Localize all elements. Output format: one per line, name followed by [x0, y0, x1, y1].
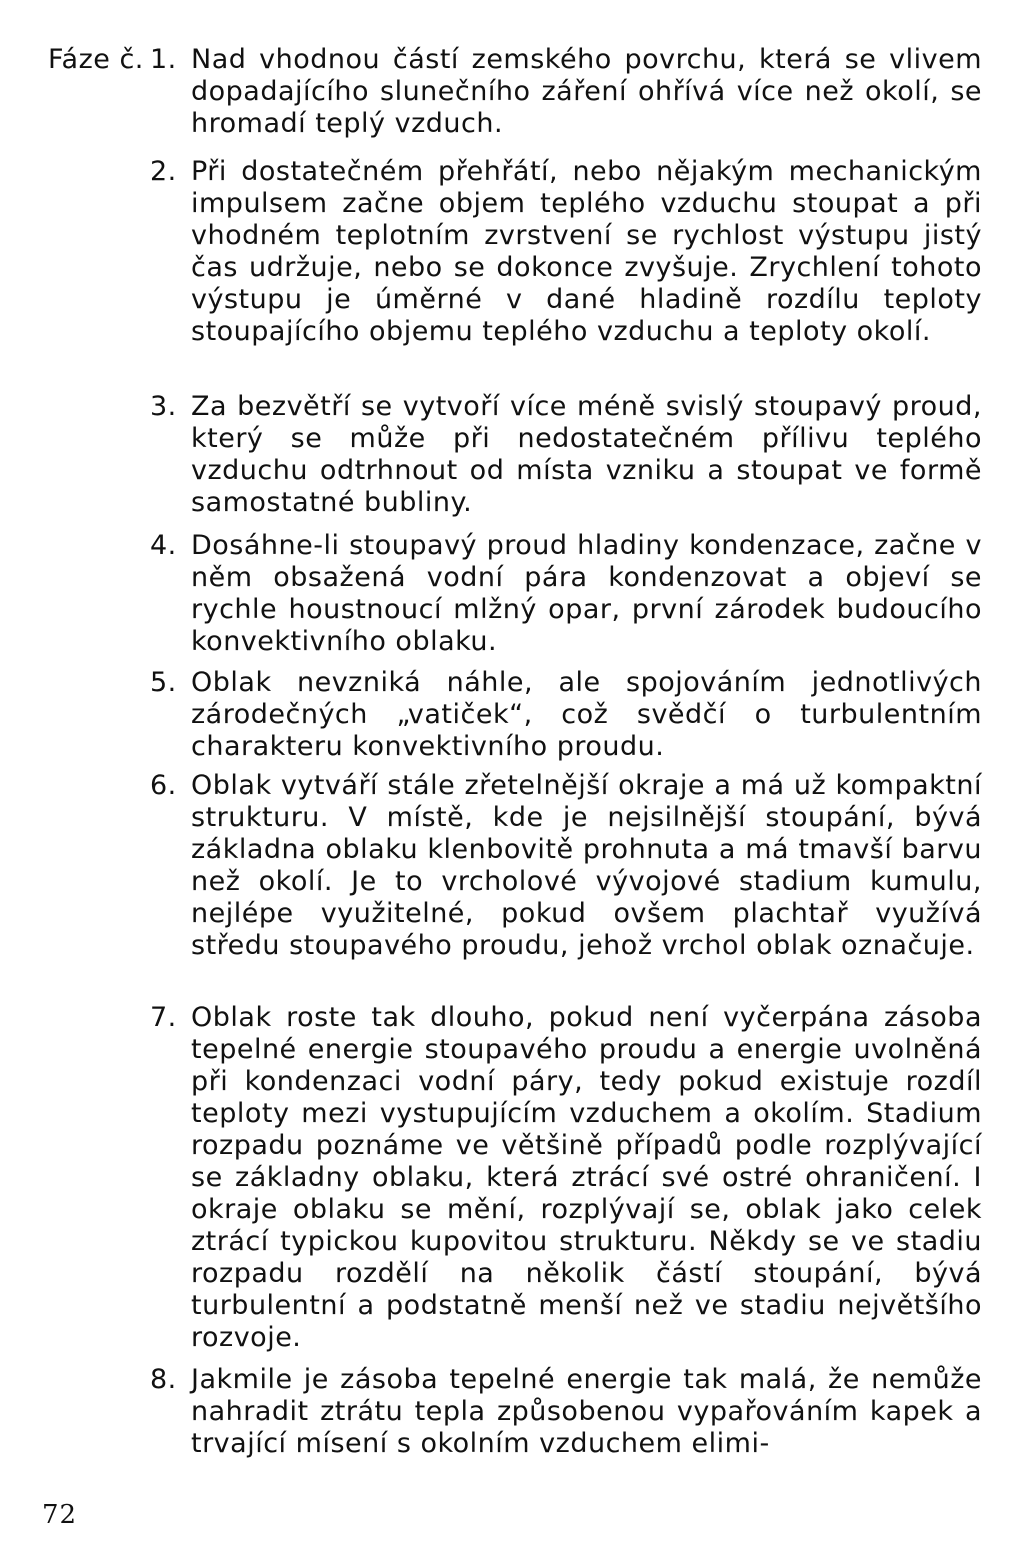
- list-item-6: [150, 770, 982, 962]
- list-item-8: [150, 1364, 982, 1460]
- item-text: Oblak vytváří stále zřetelnější okraje a má už kompaktní strukturu. V místě, kde je nejsilnější stoupání, bývá základna oblaku klenbovitě prohnuta a má tmavší barvu než okolí. Je to vrcholové vývojové stadium kumulu, nejlépe využitelné, pokud ovšem plachtař využívá středu stoupavého proudu, jehož vrchol oblak označuje.: [191, 770, 982, 961]
- phase-label: Fáze č.: [48, 44, 144, 75]
- list-item-2: [150, 156, 982, 348]
- item-number: 6.: [150, 770, 177, 801]
- page-number: 72: [42, 1500, 78, 1530]
- item-text: Nad vhodnou částí zemského povrchu, která se vlivem dopadajícího slunečního záření ohřívá více než okolí, se hromadí teplý vzduch.: [191, 44, 982, 139]
- item-number: 3.: [150, 391, 177, 422]
- item-number: 5.: [150, 667, 177, 698]
- item-number: 7.: [150, 1002, 177, 1033]
- item-number: 2.: [150, 156, 177, 187]
- item-number: 8.: [150, 1364, 177, 1395]
- list-item-3: [150, 391, 982, 519]
- item-text: Dosáhne-li stoupavý proud hladiny kondenzace, začne v něm obsažená vodní pára kondenzovat a objeví se rychle houstnoucí mlžný opar, první zárodek budoucího konvektivního oblaku.: [191, 530, 982, 657]
- list-item-5: [150, 667, 982, 763]
- list-item-4: [150, 530, 982, 658]
- item-text: Za bezvětří se vytvoří více méně svislý stoupavý proud, který se může při nedostatečném přílivu teplého vzduchu odtrhnout od místa vzniku a stoupat ve formě samostatné bubliny.: [191, 391, 982, 518]
- item-text: Při dostatečném přehřátí, nebo nějakým mechanickým impulsem začne objem teplého vzduchu stoupat a při vhodném teplotním zvrstvení se rychlost výstupu jistý čas udržuje, nebo se dokonce zvyšuje. Zrychlení tohoto výstupu je úměrné v dané hladině rozdílu teploty stoupajícího objemu teplého vzduchu a teploty okolí.: [191, 156, 982, 347]
- list-item-1: [150, 44, 982, 140]
- list-item-7: [150, 1002, 982, 1354]
- item-number: 1.: [150, 44, 177, 75]
- item-text: Oblak nevzniká náhle, ale spojováním jednotlivých zárodečných „vatiček“, což svědčí o turbulentním charakteru konvektivního proudu.: [191, 667, 982, 762]
- item-number: 4.: [150, 530, 177, 561]
- item-text: Oblak roste tak dlouho, pokud není vyčerpána zásoba tepelné energie stoupavého proudu a energie uvolněná při kondenzaci vodní páry, tedy pokud existuje rozdíl teploty mezi vystupujícím vzduchem a okolím. Stadium rozpadu poznáme ve většině případů podle rozplývající se základny oblaku, která ztrácí své ostré ohraničení. I okraje oblaku se mění, rozplývají se, oblak jako celek ztrácí typickou kupovitou strukturu. Někdy se ve stadiu rozpadu rozdělí na několik částí stoupání, bývá turbulentní a podstatně menší než ve stadiu největšího rozvoje.: [191, 1002, 982, 1353]
- item-text: Jakmile je zásoba tepelné energie tak malá, že nemůže nahradit ztrátu tepla způsobenou vypařováním kapek a trvající mísení s okolním vzduchem elimi-: [191, 1364, 982, 1459]
